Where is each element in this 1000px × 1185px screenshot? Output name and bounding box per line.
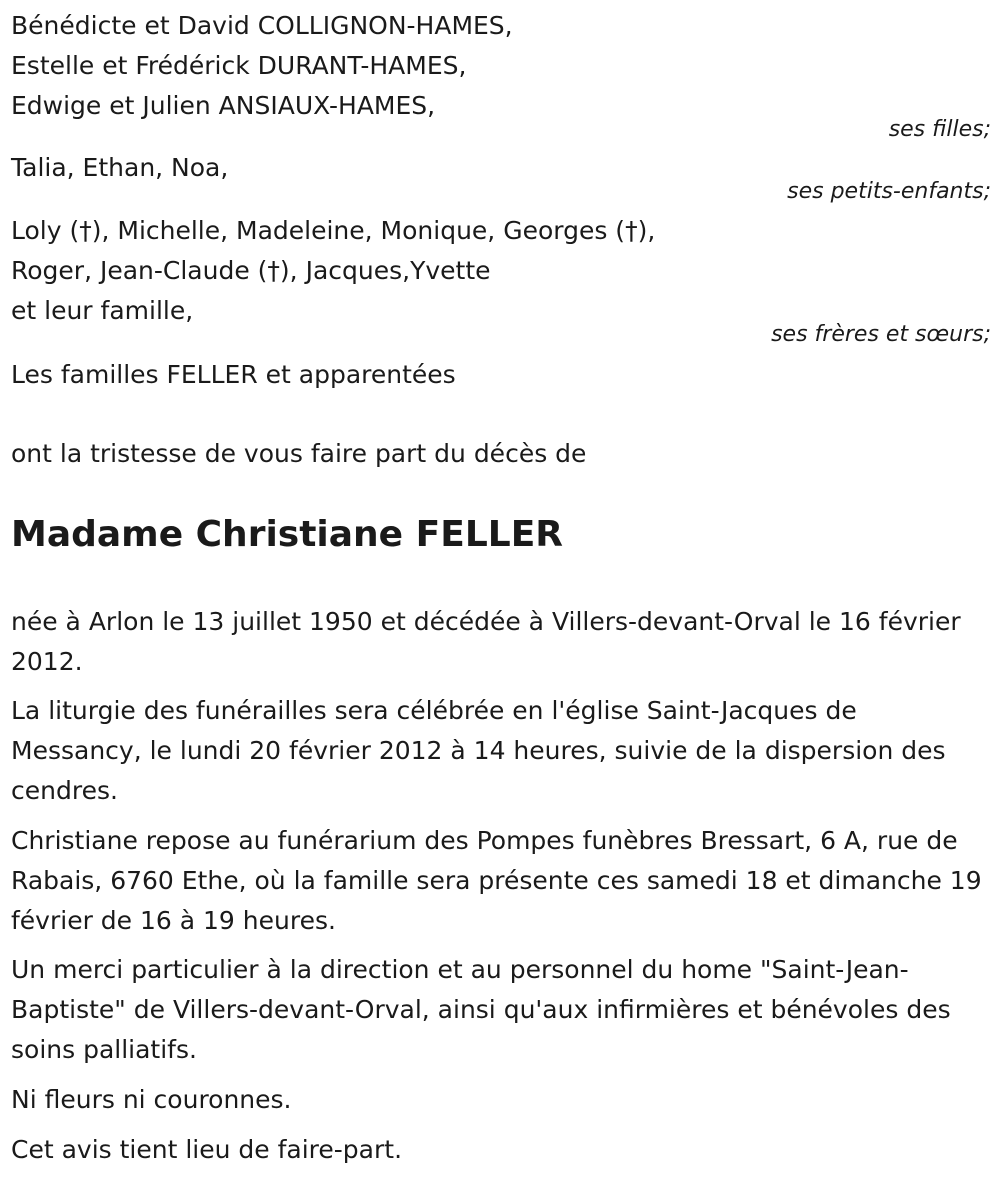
daughters-list <box>11 6 991 126</box>
no-flowers-note: Ni fleurs ni couronnes. <box>11 1085 292 1114</box>
daughter-couple: Edwige et Julien ANSIAUX-HAMES, <box>11 91 436 120</box>
grandchildren-role: ses petits-enfants; <box>787 179 991 204</box>
siblings-line: Roger, Jean-Claude (†), Jacques,Yvette <box>11 256 491 285</box>
siblings-list <box>11 211 991 331</box>
daughter-couple: Bénédicte et David COLLIGNON-HAMES, <box>11 11 513 40</box>
grandchildren-list: Talia, Ethan, Noa, <box>11 153 229 182</box>
announcement-text: ont la tristesse de vous faire part du décès de <box>11 439 587 468</box>
siblings-line: et leur famille, <box>11 296 194 325</box>
siblings-role: ses frères et sœurs; <box>771 322 991 347</box>
funerarium-paragraph: Christiane repose au funérarium des Pompes funèbres Bressart, 6 A, rue de Rabais, 6760 Ethe, où la famille sera présente ces samedi 18 et dimanche 19 février de 16 à 19 heures. <box>11 826 982 935</box>
birth-death-paragraph: née à Arlon le 13 juillet 1950 et décédée à Villers-devant-Orval le 16 février 2012. <box>11 607 961 676</box>
closing-note: Cet avis tient lieu de faire-part. <box>11 1135 403 1164</box>
daughter-couple: Estelle et Frédérick DURANT-HAMES, <box>11 51 467 80</box>
deceased-name: Madame Christiane FELLER <box>11 514 564 555</box>
thanks-paragraph: Un merci particulier à la direction et au personnel du home "Saint-Jean-Baptiste" de Villers-devant-Orval, ainsi qu'aux infirmières et bénévoles des soins palliatifs. <box>11 955 951 1064</box>
siblings-line: Loly (†), Michelle, Madeleine, Monique, Georges (†), <box>11 216 656 245</box>
funeral-paragraph: La liturgie des funérailles sera célébrée en l'église Saint-Jacques de Messancy, le lundi 20 février 2012 à 14 heures, suivie de la dispersion des cendres. <box>11 696 946 805</box>
related-families: Les familles FELLER et apparentées <box>11 360 456 389</box>
daughters-role: ses filles; <box>888 117 991 142</box>
